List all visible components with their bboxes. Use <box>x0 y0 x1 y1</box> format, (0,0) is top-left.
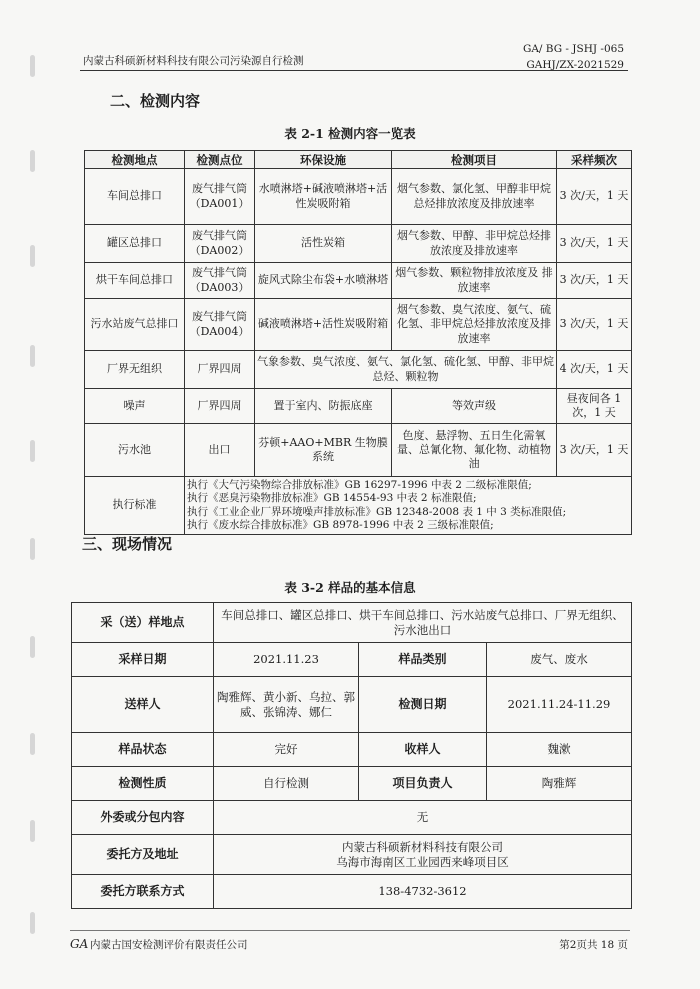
cell-frequency: 4 次/天，1 天 <box>557 351 632 389</box>
table-row <box>72 875 632 909</box>
test-nature-label: 检测性质 <box>72 767 214 801</box>
cell-facility: 活性炭箱 <box>255 225 392 263</box>
cell-items: 等效声级 <box>392 389 557 424</box>
cell-point: 厂界四周 <box>185 389 255 424</box>
table-row <box>72 801 632 835</box>
table-row <box>85 424 632 477</box>
col-header-site: 检测地点 <box>85 151 185 169</box>
cell-point: 废气排气筒（DA003） <box>185 263 255 299</box>
table-row <box>85 389 632 424</box>
sample-type-value: 废气、废水 <box>487 643 632 677</box>
cell-frequency: 3 次/天，1 天 <box>557 263 632 299</box>
binder-hole <box>30 636 35 658</box>
client-label: 委托方及地址 <box>72 835 214 875</box>
standard-line: 执行《大气污染物综合排放标准》GB 16297-1996 中表 2 二级标准限值; <box>187 478 532 491</box>
table-row <box>72 603 632 643</box>
header-report-no: GAHJ/ZX-2021529 <box>526 59 624 71</box>
cell-items: 烟气参数、甲醇、非甲烷总烃排放浓度及排放速率 <box>392 225 557 263</box>
table-row <box>72 733 632 767</box>
cell-point: 厂界四周 <box>185 351 255 389</box>
test-date-value: 2021.11.24-11.29 <box>487 677 632 733</box>
cell-items: 烟气参数、氯化氢、甲醇非甲烷总烃排放浓度及排放速率 <box>392 169 557 225</box>
binder-hole <box>30 440 35 462</box>
cell-point: 废气排气筒（DA001） <box>185 169 255 225</box>
cell-frequency: 3 次/天，1 天 <box>557 424 632 477</box>
cell-frequency: 3 次/天，1 天 <box>557 225 632 263</box>
cell-items: 烟气参数、颗粒物排放浓度及 排放速率 <box>392 263 557 299</box>
outsource-value: 无 <box>214 801 632 835</box>
table-row <box>85 263 632 299</box>
table2-caption: 表 3-2 样品的基本信息 <box>284 580 416 595</box>
client-value <box>214 835 632 875</box>
table-row <box>85 225 632 263</box>
cell-frequency: 3 次/天，1 天 <box>557 299 632 351</box>
sender-label: 送样人 <box>72 677 214 733</box>
cell-point: 出口 <box>185 424 255 477</box>
table-row <box>72 835 632 875</box>
cell-facility: 芬顿+AAO+MBR 生物膜系统 <box>255 424 392 477</box>
test-nature-value: 自行检测 <box>214 767 359 801</box>
client-name: 内蒙古科硕新材料科技有限公司 <box>342 839 503 854</box>
footer-company: 内蒙古国安检测评价有限责任公司 <box>90 939 248 951</box>
cell-facility: 置于室内、防振底座 <box>255 389 392 424</box>
project-leader-value: 陶雅辉 <box>487 767 632 801</box>
col-header-facility: 环保设施 <box>255 151 392 169</box>
binder-hole <box>30 245 35 267</box>
sampling-date-label: 采样日期 <box>72 643 214 677</box>
cell-frequency: 3 次/天，1 天 <box>557 169 632 225</box>
footer-page-number: 第2页共 18 页 <box>559 939 628 951</box>
cell-site: 车间总排口 <box>85 169 185 225</box>
binder-hole <box>30 345 35 367</box>
binder-hole <box>30 733 35 755</box>
cell-site: 烘干车间总排口 <box>85 263 185 299</box>
standard-line: 执行《工业企业厂界环境噪声排放标准》GB 12348-2008 表 1 中 3 类标准限值; <box>187 505 567 518</box>
cell-point: 废气排气筒（DA004） <box>185 299 255 351</box>
standard-line: 执行《恶臭污染物排放标准》GB 14554-93 中表 2 标准限值; <box>187 492 477 505</box>
cell-items: 烟气参数、臭气浓度、氨气、硫化氢、非甲烷总烃排放浓度及排放速率 <box>392 299 557 351</box>
table-header-row <box>85 151 632 169</box>
cell-facility: 碱液喷淋塔+活性炭吸附箱 <box>255 299 392 351</box>
binder-hole <box>30 55 35 77</box>
outsource-label: 外委或分包内容 <box>72 801 214 835</box>
cell-site: 罐区总排口 <box>85 225 185 263</box>
cell-site: 厂界无组织 <box>85 351 185 389</box>
contact-label: 委托方联系方式 <box>72 875 214 909</box>
table-row <box>72 643 632 677</box>
sample-state-value: 完好 <box>214 733 359 767</box>
sample-type-label: 样品类别 <box>359 643 487 677</box>
binder-hole <box>30 538 35 560</box>
client-address: 乌海市海南区工业园西来峰项目区 <box>336 854 509 869</box>
company-logo-icon <box>70 936 90 950</box>
section-title-test-content: 二、检测内容 <box>110 92 201 110</box>
cell-site: 污水站废气总排口 <box>85 299 185 351</box>
table-row <box>85 169 632 225</box>
sampling-date-value: 2021.11.23 <box>214 643 359 677</box>
standard-line: 执行《废水综合排放标准》GB 8978-1996 中表 2 三级标准限值; <box>187 518 494 531</box>
cell-point: 废气排气筒（DA002） <box>185 225 255 263</box>
section-title-site-info: 三、现场情况 <box>82 535 173 553</box>
table-row <box>85 351 632 389</box>
footer-divider <box>70 930 630 931</box>
logo-text: GA <box>70 937 89 950</box>
col-header-point: 检测点位 <box>185 151 255 169</box>
receiver-label: 收样人 <box>359 733 487 767</box>
table-row <box>72 767 632 801</box>
sampling-site-label: 采（送）样地点 <box>72 603 214 643</box>
binder-hole <box>30 150 35 172</box>
cell-standards <box>185 477 632 535</box>
col-header-items: 检测项目 <box>392 151 557 169</box>
cell-site: 污水池 <box>85 424 185 477</box>
table-row <box>85 477 632 535</box>
binder-hole <box>30 912 35 934</box>
test-date-label: 检测日期 <box>359 677 487 733</box>
binder-hole <box>30 820 35 842</box>
table-row <box>72 677 632 733</box>
cell-facility: 水喷淋塔+碱液喷淋塔+活性炭吸附箱 <box>255 169 392 225</box>
cell-site: 噪声 <box>85 389 185 424</box>
header-doc-code: GA/ BG - JSHJ -065 <box>522 43 624 55</box>
cell-standard-label: 执行标准 <box>85 477 185 535</box>
test-content-table <box>84 150 632 535</box>
table-row <box>85 299 632 351</box>
project-leader-label: 项目负责人 <box>359 767 487 801</box>
sampling-site-value: 车间总排口、罐区总排口、烘干车间总排口、污水站废气总排口、厂界无组织、污水池出口 <box>214 603 632 643</box>
receiver-value: 魏漱 <box>487 733 632 767</box>
header-company-report: 内蒙古科硕新材料科技有限公司污染源自行检测 <box>83 55 304 67</box>
col-header-frequency: 采样频次 <box>557 151 632 169</box>
table1-caption: 表 2-1 检测内容一览表 <box>284 126 416 141</box>
cell-merged-items: 气象参数、臭气浓度、氨气、氯化氢、硫化氢、甲醇、非甲烷总烃、颗粒物 <box>255 351 557 389</box>
contact-value: 138-4732-3612 <box>214 875 632 909</box>
cell-facility: 旋风式除尘布袋+水喷淋塔 <box>255 263 392 299</box>
header-divider <box>80 70 628 71</box>
sample-info-table <box>71 602 632 909</box>
sample-state-label: 样品状态 <box>72 733 214 767</box>
cell-items: 色度、悬浮物、五日生化需氧量、总氰化物、氟化物、动植物油 <box>392 424 557 477</box>
sender-value: 陶雅辉、黄小新、乌拉、郭威、张锦涛、娜仁 <box>214 677 359 733</box>
cell-frequency: 昼夜间各 1 次，1 天 <box>557 389 632 424</box>
